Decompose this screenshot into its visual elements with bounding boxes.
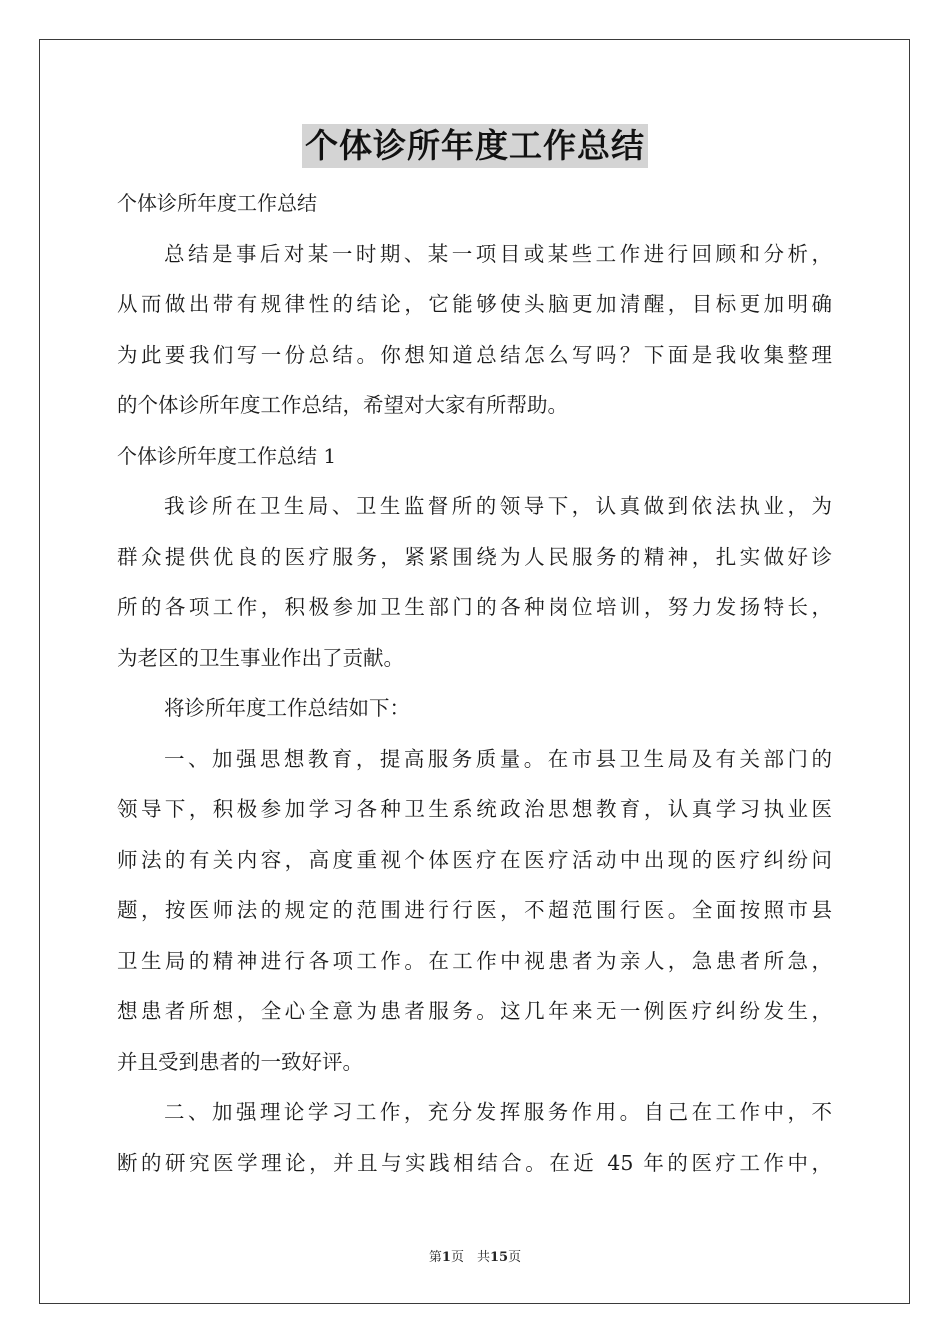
text-line: 总结是事后对某一时期、某一项目或某些工作进行回顾和分析， — [164, 241, 832, 266]
section-heading: 个体诊所年度工作总结 1 — [117, 443, 337, 468]
page-label-suffix: 页 — [508, 1250, 522, 1265]
document-title: 个体诊所年度工作总结 — [302, 124, 648, 168]
document-body — [117, 178, 832, 1188]
text-line: 我诊所在卫生局、卫生监督所的领导下，认真做到依法执业，为 — [164, 494, 832, 518]
text-line: 群众提供优良的医疗服务，紧紧围绕为人民服务的精神，扎实做好诊 — [117, 544, 832, 569]
paragraph-3 — [117, 734, 832, 1088]
subtitle: 个体诊所年度工作总结 — [117, 191, 317, 215]
intro-paragraph — [117, 229, 832, 431]
text-line: 想患者所想，全心全意为患者服务。这几年来无一例医疗纠纷发生， — [117, 999, 832, 1023]
text-line: 并且受到患者的一致好评。 — [117, 1049, 363, 1074]
text-line: 卫生局的精神进行各项工作。在工作中视患者为亲人，急患者所急， — [117, 948, 832, 973]
text-line: 题，按医师法的规定的范围进行行医，不超范围行医。全面按照市县 — [117, 898, 832, 922]
text-line: 为此要我们写一份总结。你想知道总结怎么写吗？下面是我收集整理 — [117, 342, 832, 367]
text-line: 的个体诊所年度工作总结，希望对大家有所帮助。 — [117, 393, 568, 417]
page-label-prefix: 第 — [428, 1250, 442, 1265]
text-line: 一、加强思想教育，提高服务质量。在市县卫生局及有关部门的 — [164, 746, 832, 771]
text-line: 将诊所年度工作总结如下： — [164, 696, 410, 720]
text-line: 师法的有关内容，高度重视个体医疗在医疗活动中出现的医疗纠纷问 — [117, 847, 832, 872]
text-line: 领导下，积极参加学习各种卫生系统政治思想教育，认真学习执业医 — [117, 797, 832, 821]
page-footer — [0, 1246, 950, 1265]
paragraph-4 — [117, 1087, 832, 1188]
page-current: 1 — [441, 1250, 451, 1265]
paragraph-2 — [117, 683, 832, 734]
text-line: 为老区的卫生事业作出了贡献。 — [117, 645, 404, 670]
paragraph-1 — [117, 481, 832, 683]
text-line: 所的各项工作，积极参加卫生部门的各种岗位培训，努力发扬特长， — [117, 595, 832, 619]
text-line: 二、加强理论学习工作，充分发挥服务作用。自己在工作中，不 — [164, 1100, 832, 1124]
text-line: 从而做出带有规律性的结论，它能够使头脑更加清醒，目标更加明确 — [117, 292, 832, 316]
title-wrap — [0, 124, 950, 168]
page-label-mid: 页 共 — [450, 1250, 490, 1265]
text-line: 断的研究医学理论，并且与实践相结合。在近 45 年的医疗工作中， — [117, 1150, 832, 1175]
page-total: 15 — [489, 1250, 509, 1265]
